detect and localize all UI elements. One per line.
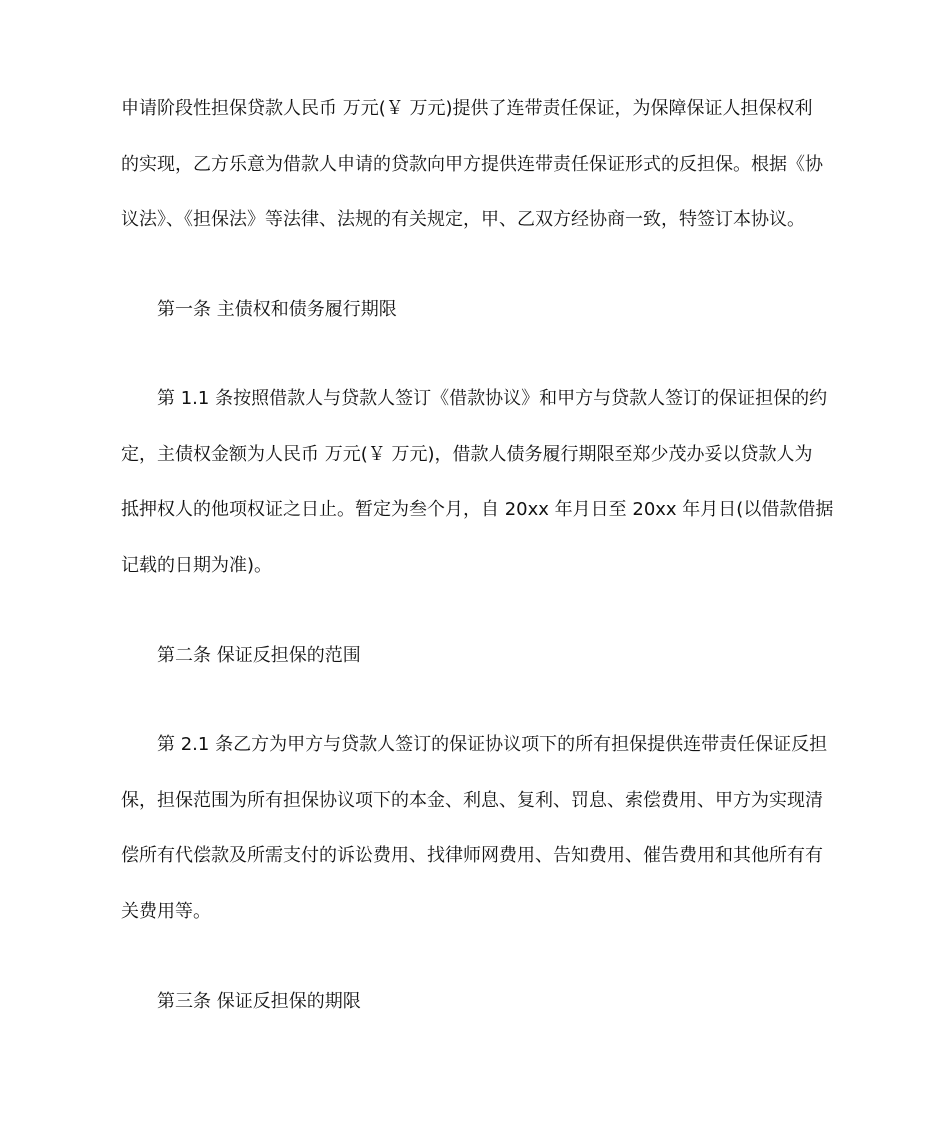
paragraph-line: 的实现，乙方乐意为借款人申请的贷款向甲方提供连带责任保证形式的反担保。根据《协 xyxy=(121,154,823,175)
paragraph-line: 定，主债权金额为人民币 万元(￥ 万元)，借款人债务履行期限至郑少茂办妥以贷款人为 xyxy=(121,444,813,465)
section-heading: 第三条 保证反担保的期限 xyxy=(157,991,361,1012)
section-heading: 第二条 保证反担保的范围 xyxy=(157,645,361,666)
paragraph-line: 关费用等。 xyxy=(121,901,211,922)
paragraph-line: 记载的日期为准)。 xyxy=(121,555,273,576)
paragraph-line: 第 1.1 条按照借款人与贷款人签订《借款协议》和甲方与贷款人签订的保证担保的约 xyxy=(157,388,828,409)
paragraph-line: 申请阶段性担保贷款人民币 万元(￥ 万元)提供了连带责任保证，为保障保证人担保权利 xyxy=(121,98,813,119)
paragraph-line: 偿所有代偿款及所需支付的诉讼费用、找律师网费用、告知费用、催告费用和其他所有有 xyxy=(121,845,823,866)
paragraph-line: 保，担保范围为所有担保协议项下的本金、利息、复利、罚息、索偿费用、甲方为实现清 xyxy=(121,790,823,811)
paragraph-line: 第 2.1 条乙方为甲方与贷款人签订的保证协议项下的所有担保提供连带责任保证反担 xyxy=(157,734,828,755)
paragraph-line: 议法》、《担保法》等法律、法规的有关规定，甲、乙双方经协商一致，特签订本协议。 xyxy=(121,209,805,230)
section-heading: 第一条 主债权和债务履行期限 xyxy=(157,299,397,320)
paragraph-line: 抵押权人的他项权证之日止。暂定为叁个月，自 20xx 年月日至 20xx 年月日(以借款借据 xyxy=(121,499,834,520)
